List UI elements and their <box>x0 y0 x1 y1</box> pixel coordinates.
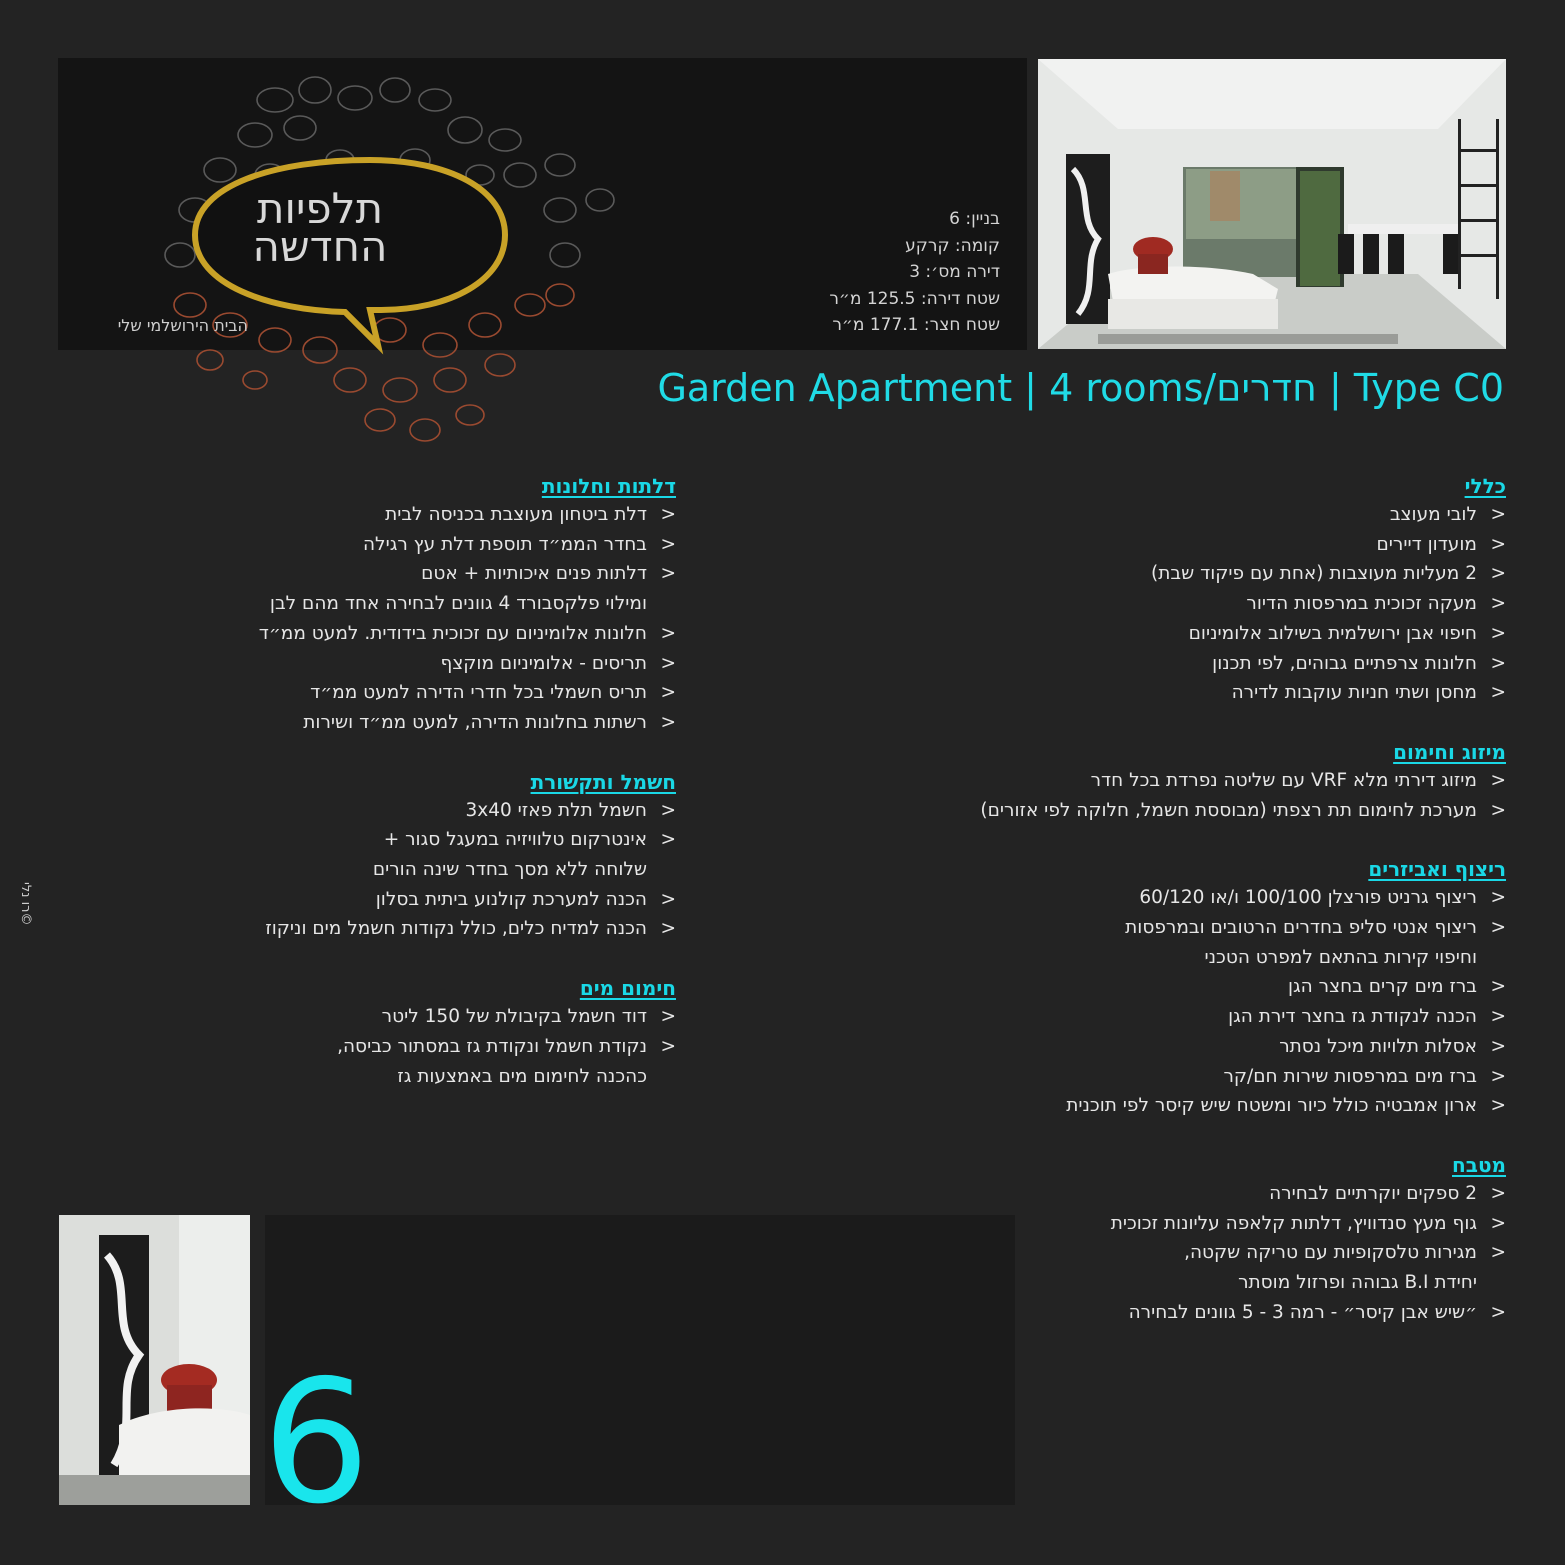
spec-item: < מיזוג דירתי מלא VRF עם שליטה נפרדת בכל חדר <box>886 766 1506 796</box>
spec-section <box>886 855 1506 1121</box>
spec-list <box>886 883 1506 1121</box>
spec-section-title: ריצוף ואביזרים <box>1368 857 1506 882</box>
spec-item: < מחסן ושתי חניות עוקבות לדירה <box>886 678 1506 708</box>
spec-list <box>886 500 1506 708</box>
spec-item: < ״שיש אבן קיסר״ - רמה 3 - 5 גוונים לבחירה <box>886 1298 1506 1328</box>
spec-item: < מועדון דיירים <box>886 530 1506 560</box>
spec-section-title: דלתות וחלונות <box>541 474 676 498</box>
interior-photo-detail <box>59 1215 250 1505</box>
spec-item: < אסלות תלויות מיכל נסתר <box>886 1032 1506 1062</box>
unit-garden-area: שטח חצר: 177.1 מ״ר <box>832 315 1000 335</box>
spec-item: < 2 מעליות מעוצבות (אחת עם פיקוד שבת) <box>886 559 1506 589</box>
spec-list <box>886 766 1506 825</box>
spec-item: < דלתות פנים איכותיות + אטם <box>206 559 676 589</box>
spec-item: < ברז מים קרים בחצר הגן <box>886 972 1506 1002</box>
spec-list <box>206 1002 676 1091</box>
spec-item: < דוד חשמל בקיבולת של 150 ליטר <box>206 1002 676 1032</box>
spec-section-title: מטבח <box>1452 1152 1506 1177</box>
brand-tagline: הבית הירושלמי שלי <box>117 316 248 335</box>
spec-section <box>886 738 1506 825</box>
unit-apartment-number: דירה מס׳: 3 <box>909 262 1000 282</box>
spec-item: < חלונות צרפתיים גבוהים, לפי תכנון <box>886 649 1506 679</box>
spec-item: < הכנה לנקודת גז בחצר דירת הגן <box>886 1002 1506 1032</box>
spec-item: < אינטרקום טלוויזיה במעגל סגור + <box>206 825 676 855</box>
spec-item: < 2 ספקים יוקרתיים לבחירה <box>886 1179 1506 1209</box>
unit-floor: קומה: קרקע <box>905 235 1000 256</box>
spec-item: < ריצוף אנטי סליפ בחדרים הרטובים ובמרפסות <box>886 913 1506 943</box>
page-title: Garden Apartment | 4 rooms/חדרים | Type C0 <box>657 366 1504 410</box>
logo-text-line2: החדשה <box>252 222 388 271</box>
spec-item: < בחדר הממ״ד תוספת דלת עץ רגילה <box>206 530 676 560</box>
spec-item: < נקודת חשמל ונקודת גז במסתור כביסה, <box>206 1032 676 1062</box>
section-gap <box>886 1121 1506 1151</box>
spec-item: < רשתות בחלונות הדירה, למעט ממ״ד ושירות <box>206 708 676 738</box>
section-gap <box>886 708 1506 738</box>
spec-list <box>206 796 676 945</box>
spec-section-title: חימום מים <box>579 976 676 1001</box>
bottom-panel <box>265 1215 1015 1505</box>
specs-column-left <box>206 472 676 1091</box>
spec-item: < הכנה למדיח כלים, כולל נקודות חשמל מים וניקוז <box>206 914 676 944</box>
logo-text-line1: תלפיות <box>256 184 384 233</box>
spec-item: < תריס חשמלי בכל חדרי הדירה למעט ממ״ד <box>206 678 676 708</box>
spec-item: < ריצוף גרניט פורצלן 100/100 ו/או 60/120 <box>886 883 1506 913</box>
spec-item: ומילוי פלקסבורד 4 גוונים לבחירה אחד מהם לבן <box>269 593 647 615</box>
spec-item: < הכנה למערכת קולנוע ביתית בסלון <box>206 885 676 915</box>
spec-section <box>206 768 676 945</box>
spec-item: < חיפוי אבן ירושלמית בשילוב אלומיניום <box>886 619 1506 649</box>
section-gap <box>886 825 1506 855</box>
spec-item: < גוף מעץ סנדוויץ, דלתות קלאפה עליונות זכוכית <box>886 1209 1506 1239</box>
spec-item: < מעקה זכוכית במרפסות הדיור <box>886 589 1506 619</box>
spec-item: < תריסים - אלומיניום מוקצף <box>206 649 676 679</box>
interior-photo-living-room <box>1038 59 1506 349</box>
spec-section-title: חשמל ותקשורת <box>530 769 676 794</box>
spec-item: < ארון אמבטיה כולל כיור ומשטח שיש קיסר לפי תוכנית <box>886 1091 1506 1121</box>
unit-info <box>740 206 1000 339</box>
spec-item: < חלונות אלומיניום עם זכוכית בידודית. למעט ממ״ד <box>206 619 676 649</box>
spec-section <box>206 974 676 1091</box>
spec-section <box>886 472 1506 708</box>
unit-building: בניין: 6 <box>949 209 1000 229</box>
spec-item: כהכנה לחימום מים באמצעות גז <box>397 1065 647 1087</box>
spec-section-title: כללי <box>1464 474 1506 498</box>
spec-item: < לובי מעוצב <box>886 500 1506 530</box>
spec-item: < מגירות טלסקופיות עם טריקה שקטה, <box>886 1238 1506 1268</box>
spec-section <box>206 472 676 738</box>
spec-item: < מערכת לחימום תת רצפתי (מבוססת חשמל, חלוקה לפי אזורים) <box>886 796 1506 826</box>
page-number: 6 <box>262 1344 371 1542</box>
section-gap <box>206 944 676 974</box>
section-gap <box>206 738 676 768</box>
spec-item: יחידת B.I גבוהה ופרזול מוסתר <box>1238 1272 1477 1294</box>
spec-list <box>206 500 676 738</box>
spec-item: שלוחה ללא מסך בחדר שינה הורים <box>372 859 647 881</box>
spec-item: וחיפוי קירות בהתאם למפרט הטכני <box>1204 946 1477 968</box>
spec-item: < ברז מים במרפסות שירות חם/קר <box>886 1062 1506 1092</box>
spec-item: < דלת ביטחון מעוצבת בכניסה לבית <box>206 500 676 530</box>
spec-item: < חשמל תלת פאזי 3x40 <box>206 796 676 826</box>
designer-credit: רו נלי© <box>18 882 33 926</box>
specs-column-right <box>886 472 1506 1327</box>
spec-section-title: מיזוג וחימום <box>1393 739 1506 764</box>
unit-apartment-area: שטח דירה: 125.5 מ״ר <box>829 288 1000 309</box>
